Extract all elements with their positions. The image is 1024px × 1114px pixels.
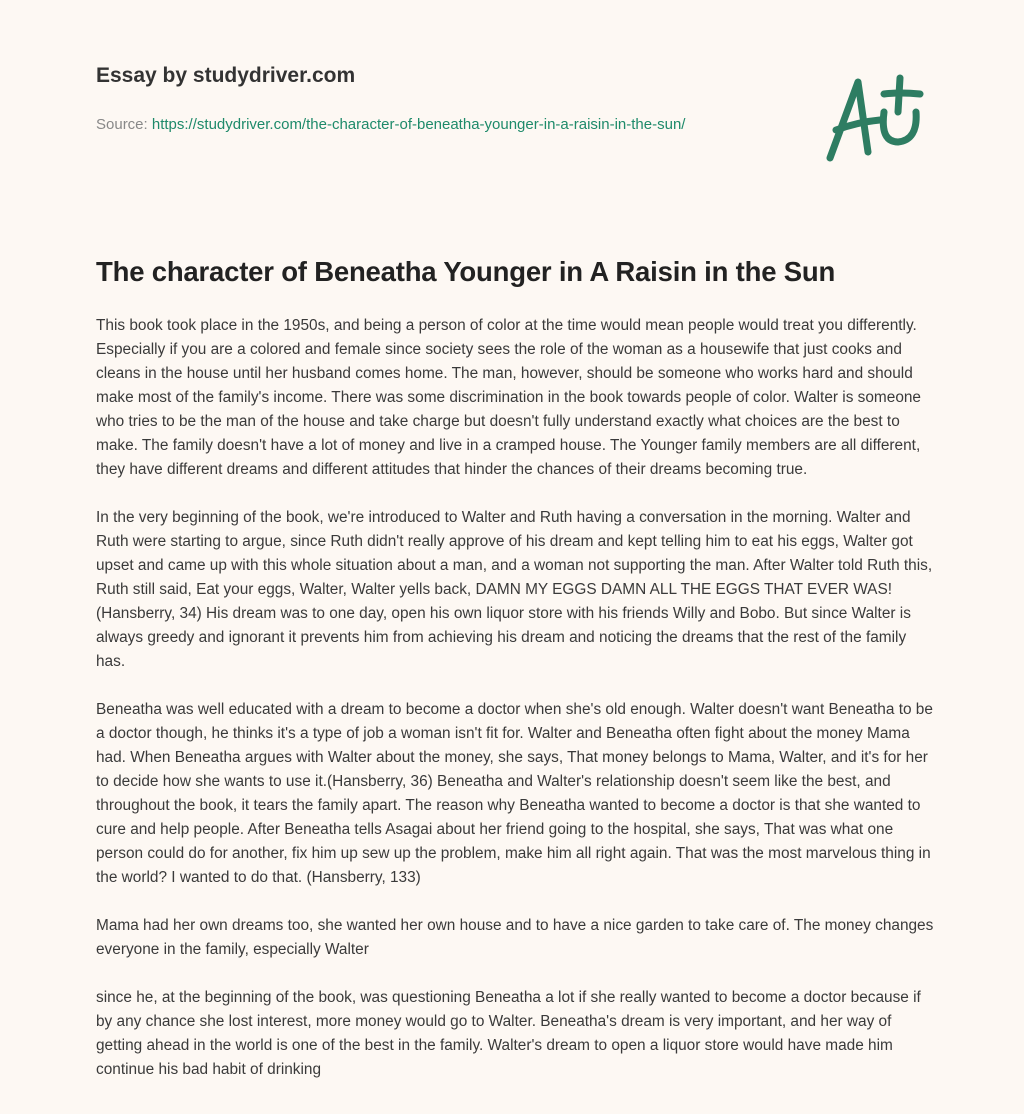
source-label: Source: — [96, 116, 148, 133]
paragraph: Beneatha was well educated with a dream to become a doctor when she's old enough. Walter doesn't want Beneatha to be a doctor though, he thinks it's a type of job a woman isn't fit for. Walter and Beneatha often fight about the money Mama had. When Beneatha argues with Walter about the money, she says, That money belongs to Mama, Walter, and it's for her to decide how she wants to use it.(Hansberry, 36) Beneatha and Walter's relationship doesn't seem like the best, and throughout the book, it tears the family apart. The reason why Beneatha wanted to become a doctor is that she wanted to cure and help people. After Beneatha tells Asagai about her friend going to the hospital, she says, That was what one person could do for another, fix him up sew up the problem, make him all right again. That was the most marvelous thing in the world? I wanted to do that. (Hansberry, 133) — [96, 701, 933, 886]
article-body — [96, 314, 936, 1106]
paragraph: Mama had her own dreams too, she wanted her own house and to have a nice garden to take care of. The money changes everyone in the family, especially Walter — [96, 917, 934, 958]
source-link[interactable]: https://studydriver.com/the-character-of-beneatha-younger-in-a-raisin-in-the-sun/ — [151, 116, 686, 133]
article-title: The character of Beneatha Younger in A Raisin in the Sun — [96, 256, 836, 287]
source-line — [96, 113, 736, 137]
site-title: Essay by studydriver.com — [96, 64, 356, 87]
a-plus-logo-icon — [818, 72, 930, 164]
paragraph: since he, at the beginning of the book, was questioning Beneatha a lot if she really wanted to become a doctor because if by any chance she lost interest, more money would go to Walter. Beneatha's dream is very important, and her way of getting ahead in the world is one of the best in the family. Walter's dream to open a liquor store would have made him continue his bad habit of drinking — [96, 989, 921, 1078]
paragraph: This book took place in the 1950s, and being a person of color at the time would mean people would treat you differently. Especially if you are a colored and female since society sees the role of the woman as a housewife that just cooks and cleans in the house until her husband comes home. The man, however, should be someone who works hard and should make most of the family's income. There was some discrimination in the book towards people of color. Walter is someone who tries to be the man of the house and take charge but doesn't fully understand exactly what choices are the best to make. The family doesn't have a lot of money and live in a cramped house. The Younger family members are all different, they have different dreams and different attitudes that hinder the chances of their dreams becoming true. — [96, 317, 921, 478]
page-header — [0, 0, 1024, 250]
paragraph: In the very beginning of the book, we're introduced to Walter and Ruth having a conversation in the morning. Walter and Ruth were starting to argue, since Ruth didn't really approve of his dream and kept telling him to eat his eggs, Walter got upset and came up with this whole situation about a man, and a woman not supporting the man. After Walter told Ruth this, Ruth still said, Eat your eggs, Walter, Walter yells back, DAMN MY EGGS DAMN ALL THE EGGS THAT EVER WAS! (Hansberry, 34) His dream was to one day, open his own liquor store with his friends Willy and Bobo. But since Walter is always greedy and ignorant it prevents him from achieving his dream and noticing the dreams that the rest of the family has. — [96, 509, 933, 670]
